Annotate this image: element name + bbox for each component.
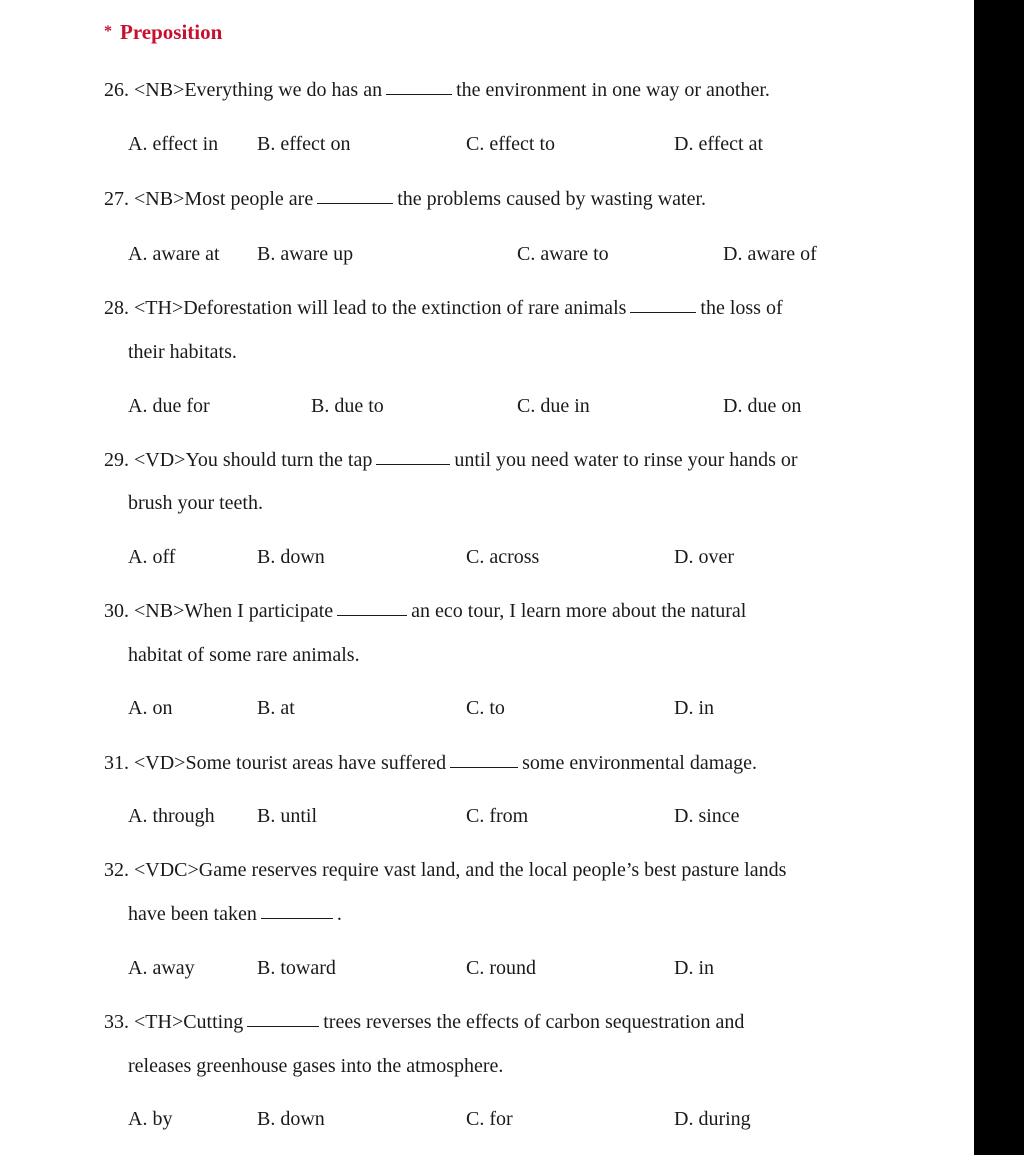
question-27-option-a[interactable]: A. aware at bbox=[128, 243, 220, 265]
question-29-option-c[interactable]: C. across bbox=[466, 546, 540, 568]
question-29-option-a[interactable]: A. off bbox=[128, 546, 176, 568]
question-29-option-d[interactable]: D. over bbox=[674, 546, 734, 568]
question-28-text-line2: their habitats. bbox=[128, 341, 237, 363]
question-31-option-a[interactable]: A. through bbox=[128, 805, 215, 827]
question-33-option-a[interactable]: A. by bbox=[128, 1108, 173, 1130]
answer-blank bbox=[317, 202, 393, 204]
question-28-option-b[interactable]: B. due to bbox=[311, 395, 384, 417]
question-number: 26. bbox=[104, 79, 129, 101]
question-33-text-line2: releases greenhouse gases into the atmosphere. bbox=[128, 1055, 504, 1077]
heading-title: Preposition bbox=[120, 20, 223, 44]
question-32-text-line2 bbox=[128, 904, 342, 924]
question-number: 33. bbox=[104, 1011, 129, 1033]
question-27-option-d[interactable]: D. aware of bbox=[723, 243, 817, 265]
question-31-text bbox=[104, 753, 757, 773]
question-stem: Most people are bbox=[184, 188, 314, 210]
question-number: 32. bbox=[104, 859, 129, 881]
question-28-option-c[interactable]: C. due in bbox=[517, 395, 590, 417]
question-32-option-a[interactable]: A. away bbox=[128, 957, 195, 979]
question-stem-end: some environmental damage. bbox=[522, 752, 758, 774]
question-27-text bbox=[104, 189, 706, 209]
question-26-option-c[interactable]: C. effect to bbox=[466, 133, 556, 155]
question-number: 27. bbox=[104, 188, 129, 210]
question-26-option-b[interactable]: B. effect on bbox=[257, 133, 351, 155]
question-stem-end: until you need water to rinse your hands or bbox=[454, 449, 798, 471]
question-30-option-c[interactable]: C. to bbox=[466, 697, 505, 719]
question-27-option-c[interactable]: C. aware to bbox=[517, 243, 609, 265]
question-31-option-b[interactable]: B. until bbox=[257, 805, 318, 827]
question-29-option-b[interactable]: B. down bbox=[257, 546, 325, 568]
answer-blank bbox=[450, 766, 518, 768]
question-30-option-b[interactable]: B. at bbox=[257, 697, 295, 719]
question-27-option-b[interactable]: B. aware up bbox=[257, 243, 354, 265]
question-tag: <VDC> bbox=[134, 859, 199, 881]
question-stem-end: trees reverses the effects of carbon sequestration and bbox=[323, 1011, 745, 1033]
question-stem-end: . bbox=[336, 903, 342, 925]
question-28-text bbox=[104, 298, 783, 318]
question-32-text bbox=[104, 860, 786, 880]
question-tag: <VD> bbox=[134, 449, 186, 471]
question-stem: You should turn the tap bbox=[185, 449, 373, 471]
question-30-text-line2: habitat of some rare animals. bbox=[128, 644, 360, 666]
question-tag: <TH> bbox=[134, 1011, 184, 1033]
question-33-option-c[interactable]: C. for bbox=[466, 1108, 513, 1130]
question-stem: Everything we do has an bbox=[184, 79, 383, 101]
question-stem: Deforestation will lead to the extinction of rare animals bbox=[183, 297, 627, 319]
question-stem-end: the problems caused by wasting water. bbox=[397, 188, 707, 210]
answer-blank bbox=[261, 917, 333, 919]
question-30-option-a[interactable]: A. on bbox=[128, 697, 173, 719]
question-32-option-b[interactable]: B. toward bbox=[257, 957, 336, 979]
question-number: 30. bbox=[104, 600, 129, 622]
answer-blank bbox=[630, 311, 696, 313]
section-heading bbox=[104, 20, 222, 45]
question-stem-end: the loss of bbox=[700, 297, 783, 319]
question-stem: When I participate bbox=[184, 600, 334, 622]
question-number: 31. bbox=[104, 752, 129, 774]
heading-marker: * bbox=[104, 23, 112, 40]
question-stem-end: an eco tour, I learn more about the natural bbox=[411, 600, 747, 622]
question-33-option-d[interactable]: D. during bbox=[674, 1108, 751, 1130]
question-33-option-b[interactable]: B. down bbox=[257, 1108, 325, 1130]
question-26-option-d[interactable]: D. effect at bbox=[674, 133, 764, 155]
answer-blank bbox=[337, 614, 407, 616]
question-29-text-line2: brush your teeth. bbox=[128, 492, 263, 514]
answer-blank bbox=[386, 93, 452, 95]
question-30-option-d[interactable]: D. in bbox=[674, 697, 714, 719]
question-32-option-c[interactable]: C. round bbox=[466, 957, 536, 979]
question-stem: Some tourist areas have suffered bbox=[185, 752, 447, 774]
question-number: 28. bbox=[104, 297, 129, 319]
question-tag: <NB> bbox=[134, 79, 185, 101]
question-tag: <NB> bbox=[134, 188, 185, 210]
question-31-option-d[interactable]: D. since bbox=[674, 805, 740, 827]
question-stem: Cutting bbox=[183, 1011, 244, 1033]
answer-blank bbox=[247, 1025, 319, 1027]
question-33-text bbox=[104, 1012, 744, 1032]
question-stem-end: the environment in one way or another. bbox=[456, 79, 770, 101]
answer-blank bbox=[376, 463, 450, 465]
question-28-option-d[interactable]: D. due on bbox=[723, 395, 802, 417]
question-30-text bbox=[104, 601, 746, 621]
question-26-text bbox=[104, 80, 770, 100]
question-tag: <NB> bbox=[134, 600, 185, 622]
question-26-option-a[interactable]: A. effect in bbox=[128, 133, 219, 155]
question-stem: Game reserves require vast land, and the local people’s best pasture lands bbox=[198, 859, 787, 881]
question-tag: <TH> bbox=[134, 297, 184, 319]
question-tag: <VD> bbox=[134, 752, 186, 774]
question-31-option-c[interactable]: C. from bbox=[466, 805, 529, 827]
question-32-option-d[interactable]: D. in bbox=[674, 957, 714, 979]
question-stem-line2: have been taken bbox=[128, 903, 257, 925]
question-28-option-a[interactable]: A. due for bbox=[128, 395, 210, 417]
question-29-text bbox=[104, 450, 798, 470]
question-number: 29. bbox=[104, 449, 129, 471]
